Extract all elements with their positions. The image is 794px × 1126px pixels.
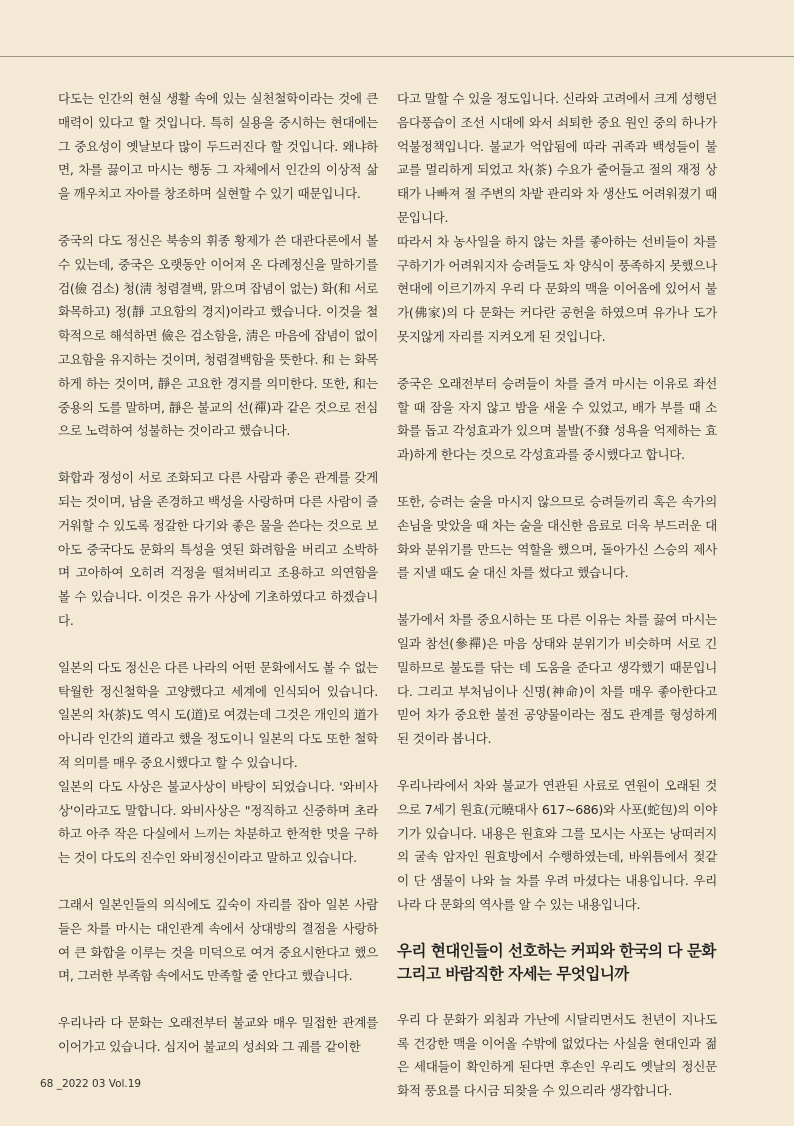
body-paragraph: 일본의 다도 사상은 불교사상이 바탕이 되었습니다. '와비사상'이라고도 말합니다. 와비사상은 "정직하고 신중하며 초라하고 아주 작은 다실에서 느끼는 차분하고 한적한 멋을 구하는 것이 다도의 진수인 와비정신이라고 말하고 있습니다. bbox=[58, 778, 378, 866]
body-paragraph: 우리나라에서 차와 불교가 연관된 사료로 연원이 오래된 것으로 7세기 원효(元曉대사 617~686)와 사포(蛇包)의 이야기가 있습니다. 내용은 원효와 그를 모시는 사포는 낭떠러지의 굴속 암자인 원효방에서 수행하였는데, 바위틈에서 젖같이 단 샘물이 나와 늘 차를 우려 마셨다는 내용입니다. 우리나라 다 문화의 역사를 알 수 있는 내용입니다. bbox=[397, 777, 717, 912]
section-heading: 우리 현대인들이 선호하는 커피와 한국의 다 문화 그리고 바람직한 자세는 무엇입니까 bbox=[397, 941, 716, 984]
right-column bbox=[397, 87, 721, 1126]
left-column bbox=[58, 87, 382, 1082]
body-paragraph: 화합과 정성이 서로 조화되고 다른 사람과 좋은 관계를 갖게 되는 것이며, 남을 존경하고 백성을 사랑하며 다른 사람이 즐거워할 수 있도록 정갈한 다기와 좋은 물을 쓴다는 것으로 보아도 중국다도 문화의 특성을 엿된 화려함을 버리고 소박하며 고아하여 오히려 걱정을 떨쳐버리고 조용하고 의연함을 볼 수 있습니다. 이것은 유가 사상에 기초하였다고 하겠습니다. bbox=[58, 470, 382, 628]
body-paragraph: 다고 말할 수 있을 정도입니다. 신라와 고려에서 크게 성행던 음다풍습이 조선 시대에 와서 쇠퇴한 중요 원인 중의 하나가 억불정책입니다. 불교가 억압됨에 따라 귀족과 백성들이 불교를 멀리하게 되었고 차(茶) 수요가 줄어들고 절의 재정 상태가 나빠져 절 주변의 차밭 관리와 차 생산도 어려워졌기 때문입니다. bbox=[397, 91, 721, 225]
body-paragraph: 우리나라 다 문화는 오래전부터 불교와 매우 밀접한 관계를 이어가고 있습니다. 심지어 불교의 성쇠와 그 궤를 같이한 bbox=[58, 1015, 382, 1054]
top-rule bbox=[0, 56, 794, 57]
page-footer: 68 _2022 03 Vol.19 bbox=[40, 1078, 142, 1090]
body-paragraph: 그래서 일본인들의 의식에도 깊숙이 자리를 잡아 일본 사람들은 차를 마시는 대인관계 속에서 상대방의 결점을 사랑하여 큰 화합을 이루는 것을 미덕으로 여겨 중요시한다고 했으며, 그러한 부족함 속에서도 만족할 줄 안다고 했습니다. bbox=[58, 896, 378, 984]
body-paragraph: 중국의 다도 정신은 북송의 휘종 황제가 쓴 대관다론에서 볼 수 있는데, 중국은 오랫동안 이어져 온 다례정신을 말하기를 검(儉 검소) 청(淸 청렴결백, 맑으며 잡념이 없는) 화(和 서로 화목하고) 정(靜 고요함의 경지)이라고 했습니다. 이것을 철학적으로 해석하면 儉은 검소함을, 淸은 마음에 잡념이 없이 고요함을 유지하는 것이며, 청렴결백함을 뜻한다. 和 는 화목하게 하는 것이며, 靜은 고요한 경지를 의미한다. 또한, 和는 중용의 도를 말하며, 靜은 불교의 선(禪)과 같은 것으로 전심으로 노력하여 성불하는 것이라고 했습니다. bbox=[58, 232, 382, 439]
body-paragraph: 불가에서 차를 중요시하는 또 다른 이유는 차를 끓여 마시는 일과 참선(參禪)은 마음 상태와 분위기가 비슷하며 서로 긴밀하므로 불도를 닦는 데 도움을 준다고 생각했기 때문입니다. 그리고 부처님이나 신명(神命)이 차를 매우 좋아한다고 믿어 차가 중요한 불전 공양물이라는 점도 관계를 형성하게 된 것이라 봅니다. bbox=[397, 612, 721, 747]
body-paragraph: 일본의 다도 정신은 다른 나라의 어떤 문화에서도 볼 수 없는 탁월한 정신철학을 고양했다고 세계에 인식되어 있습니다. 일본의 차(茶)도 역시 도(道)로 여겼는데 그것은 개인의 道가 아니라 인간의 道라고 했을 정도이니 일본의 다도 또한 철학적 의미를 매우 중요시했다고 할 수 있습니다. bbox=[58, 659, 382, 770]
closing-paragraph: 우리 다 문화가 외침과 가난에 시달리면서도 천년이 지나도록 건강한 맥을 이어올 수밖에 없었다는 사실을 현대인과 젊은 세대들이 확인하게 된다면 후손인 우리도 옛날의 정신문화적 풍요를 다시금 되찾을 수 있으리라 생각합니다. bbox=[397, 1011, 717, 1099]
body-paragraph: 다도는 인간의 현실 생활 속에 있는 실천철학이라는 것에 큰 매력이 있다고 할 것입니다. 특히 실용을 중시하는 현대에는 그 중요성이 옛날보다 많이 두드러진다 할 것입니다. 왜냐하면, 차를 끓이고 마시는 행동 그 자체에서 인간의 이상적 삶을 깨우치고 자아를 창조하며 실현할 수 있기 때문입니다. bbox=[58, 91, 382, 202]
body-paragraph: 중국은 오래전부터 승려들이 차를 즐겨 마시는 이유로 좌선할 때 잠을 자지 않고 밤을 새울 수 있었고, 배가 부를 때 소화를 돕고 각성효과가 있으며 불발(不發 성욕을 억제하는 효과)하게 한다는 것으로 각성효과를 중시했다고 합니다. bbox=[397, 375, 717, 463]
body-paragraph: 또한, 승려는 술을 마시지 않으므로 승려들끼리 혹은 속가의 손님을 맞았을 때 차는 술을 대신한 음료로 더욱 부드러운 대화와 분위기를 만드는 역할을 했으며, 돌아가신 스승의 제사를 지낼 때도 술 대신 차를 썼다고 했습니다. bbox=[397, 493, 721, 581]
body-paragraph: 따라서 차 농사일을 하지 않는 차를 좋아하는 선비들이 차를 구하기가 어려워지자 승려들도 차 양식이 풍족하지 못했으나 현대에 이르기까지 우리 다 문화의 맥을 이어옴에 있어서 불가(佛家)의 다 문화는 커다란 공헌을 하였으며 유가나 도가 못지않게 자리를 지켜오게 된 것입니다. bbox=[397, 233, 721, 344]
